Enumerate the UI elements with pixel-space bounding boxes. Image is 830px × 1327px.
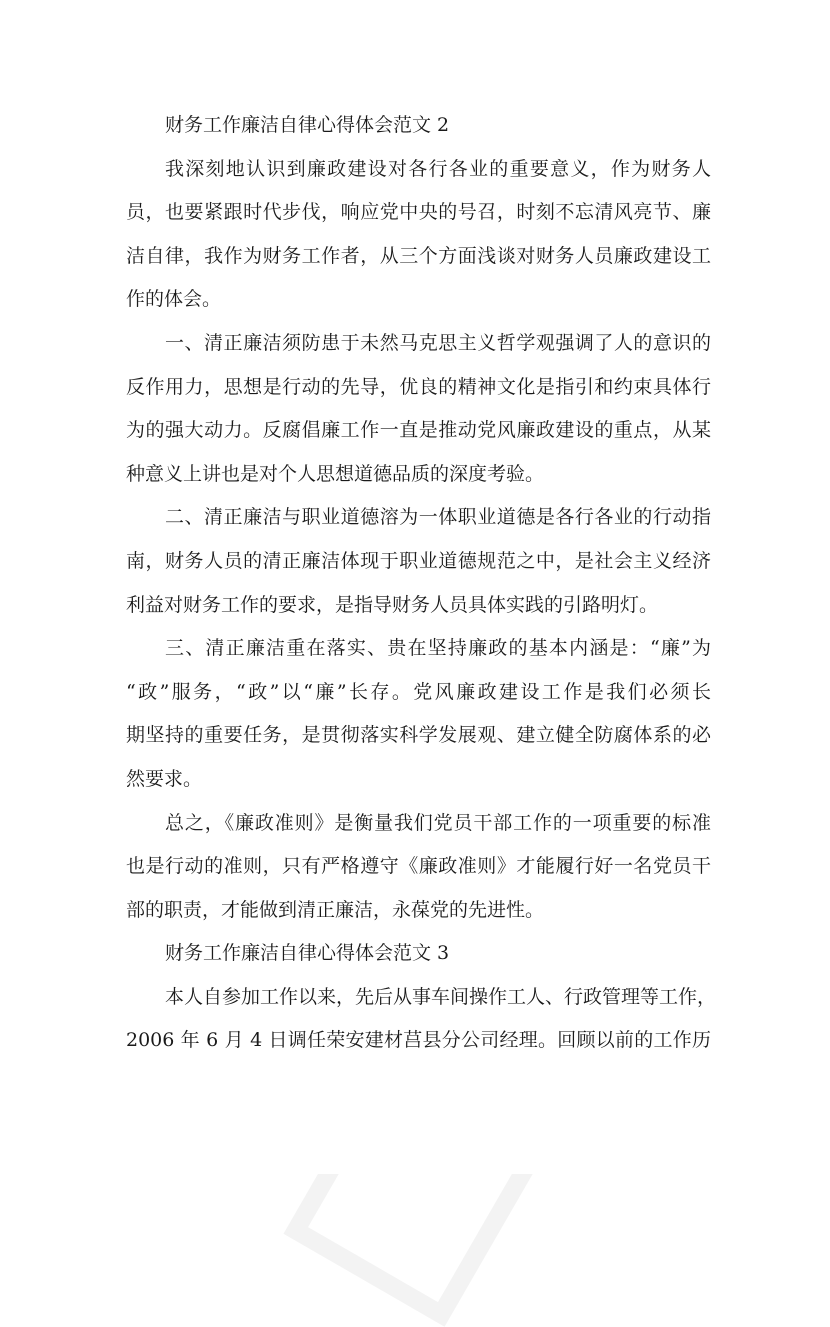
text-line: 利益对财务工作的要求，是指导财务人员具体实践的引路明灯。 xyxy=(126,593,659,616)
text-line: 期坚持的重要任务，是贯彻落实科学发展观、建立健全防腐体系的必 xyxy=(126,724,711,747)
text-line: 三、清正廉洁重在落实、贵在坚持廉政的基本内涵是：“廉”为 xyxy=(165,637,711,660)
text-line: 员，也要紧跟时代步伐，响应党中央的号召，时刻不忘清风亮节、廉 xyxy=(126,201,711,224)
text-line: 一、清正廉洁须防患于未然马克思主义哲学观强调了人的意识的 xyxy=(165,331,711,354)
text-line: 二、清正廉洁与职业道德溶为一体职业道德是各行各业的行动指 xyxy=(165,506,711,529)
section-heading: 财务工作廉洁自律心得体会范文 3 xyxy=(165,942,450,965)
text-line: 洁自律，我作为财务工作者，从三个方面浅谈对财务人员廉政建设工 xyxy=(126,244,711,267)
text-line: 我深刻地认识到廉政建设对各行各业的重要意义，作为财务人 xyxy=(165,157,711,180)
text-line: 2006 年 6 月 4 日调任荣安建材莒县分公司经理。回顾以前的工作历 xyxy=(126,1029,711,1052)
section-heading: 财务工作廉洁自律心得体会范文 2 xyxy=(165,114,450,136)
text-line: 总之，《廉政准则》是衡量我们党员干部工作的一项重要的标准 xyxy=(165,811,711,834)
text-line: 反作用力，思想是行动的先导，优良的精神文化是指引和约束具体行 xyxy=(126,375,711,398)
text-line: 部的职责，才能做到清正廉洁，永葆党的先进性。 xyxy=(126,898,545,921)
text-line: 为的强大动力。反腐倡廉工作一直是推动党风廉政建设的重点，从某 xyxy=(126,419,711,442)
document-page xyxy=(126,108,717,1067)
text-line: 南，财务人员的清正廉洁体现于职业道德规范之中，是社会主义经济 xyxy=(126,549,711,572)
watermark xyxy=(283,1029,562,1326)
text-line: 作的体会。 xyxy=(126,288,222,311)
text-line: “政”服务，“政”以“廉”长存。党风廉政建设工作是我们必须长 xyxy=(126,680,711,703)
text-line: 本人自参加工作以来，先后从事车间操作工人、行政管理等工作， xyxy=(165,985,717,1008)
text-line: 种意义上讲也是对个人思想道德品质的深度考验。 xyxy=(126,462,545,485)
text-line: 然要求。 xyxy=(126,767,203,790)
text-line: 也是行动的准则，只有严格遵守《廉政准则》才能履行好一名党员干 xyxy=(126,855,711,878)
